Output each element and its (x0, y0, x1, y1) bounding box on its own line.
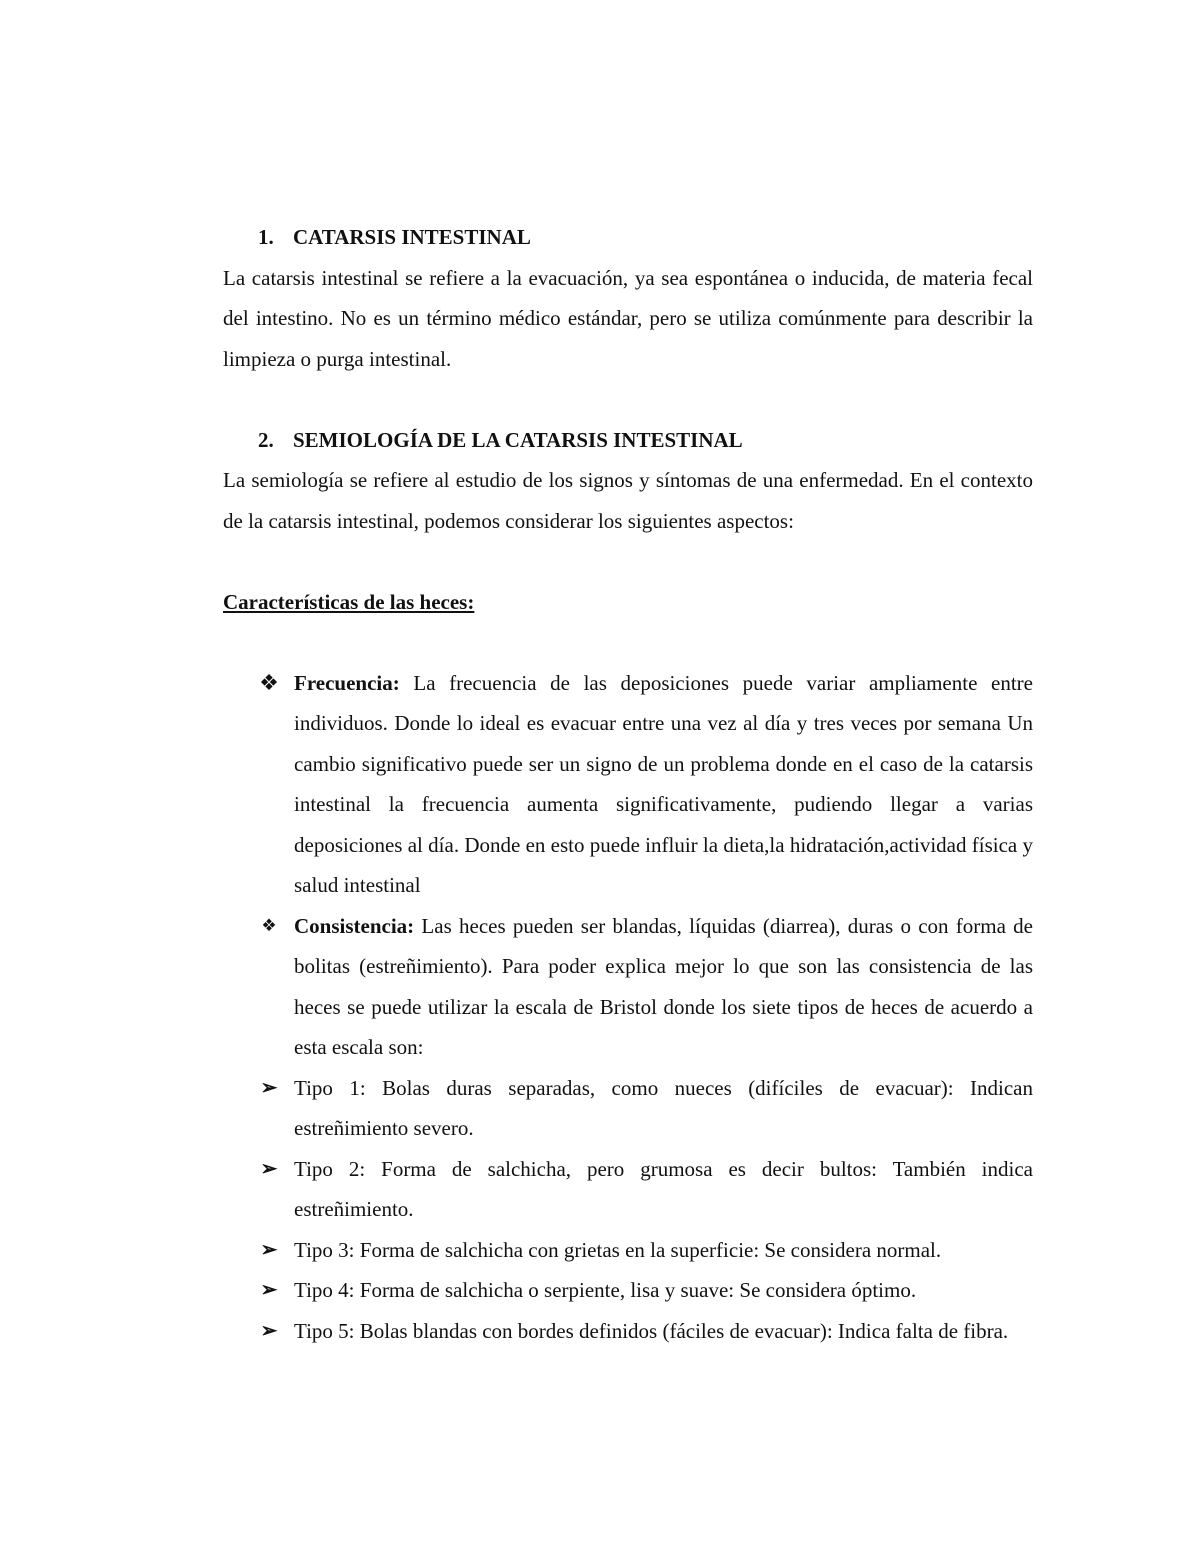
section-2-number: 2. (258, 427, 274, 452)
list-item-tipo-4 (223, 1270, 1033, 1311)
arrow-bullet-icon: ➢ (260, 1076, 278, 1099)
document-body (223, 217, 1033, 1351)
list-item-frecuencia (223, 663, 1033, 906)
list-item-consistencia (223, 906, 1033, 1068)
list-item-tipo-1 (223, 1068, 1033, 1149)
spacer (223, 379, 1033, 420)
item-term: Consistencia: (294, 913, 415, 938)
section-1-heading (223, 217, 1033, 258)
subsection-title: Características de las heces: (223, 589, 475, 614)
arrow-bullet-icon: ➢ (260, 1157, 278, 1180)
item-text: Las heces pueden ser blandas, líquidas (diarrea), duras o con forma de bolitas (estreñimiento). Para poder explica mejor lo que son las consistencia de las heces se puede utilizar la escala de Bristol donde los siete tipos de heces de acuerdo a esta escala son: (294, 913, 1033, 1059)
characteristics-list (223, 663, 1033, 1068)
diamond-bullet-icon: ❖ (259, 669, 279, 695)
list-item-tipo-5 (223, 1311, 1033, 1352)
section-1-number: 1. (258, 225, 274, 249)
section-2-heading (223, 420, 1033, 461)
outlined-diamond-bullet-icon: ❖ (261, 915, 277, 935)
section-1-paragraph: La catarsis intestinal se refiere a la evacuación, ya sea espontánea o inducida, de materia fecal del intestino. No es un término médico estándar, pero se utiliza comúnmente para describir la limpieza o purga intestinal. (223, 265, 1033, 371)
spacer (223, 541, 1033, 582)
item-text: Tipo 4: Forma de salchicha o serpiente, lisa y suave: Se considera óptimo. (294, 1278, 917, 1302)
section-2-paragraph: La semiología se refiere al estudio de los signos y síntomas de una enfermedad. En el contexto de la catarsis intestinal, podemos considerar los siguientes aspectos: (223, 468, 1033, 533)
item-text: Tipo 1: Bolas duras separadas, como nueces (difíciles de evacuar): Indican estreñimiento severo. (294, 1075, 1033, 1140)
item-text: Tipo 2: Forma de salchicha, pero grumosa es decir bultos: También indica estreñimiento. (294, 1156, 1033, 1221)
item-text: La frecuencia de las deposiciones puede variar ampliamente entre individuos. Donde lo ideal es evacuar entre una vez al día y tres veces por semana Un cambio significativo puede ser un signo de un problema donde en el caso de la catarsis intestinal la frecuencia aumenta significativamente, pudiendo llegar a varias deposiciones al día. Donde en esto puede influir la dieta,la hidratación,actividad física y salud intestinal (294, 670, 1033, 897)
list-item-tipo-3 (223, 1230, 1033, 1271)
arrow-bullet-icon: ➢ (260, 1238, 278, 1261)
item-text: Tipo 5: Bolas blandas con bordes definidos (fáciles de evacuar): Indica falta de fibra. (294, 1318, 1009, 1343)
item-text: Tipo 3: Forma de salchicha con grietas en la superficie: Se considera normal. (294, 1237, 942, 1262)
bristol-types-list (223, 1068, 1033, 1352)
item-term: Frecuencia: (294, 670, 400, 695)
spacer (223, 622, 1033, 663)
arrow-bullet-icon: ➢ (260, 1279, 278, 1301)
section-1-title: CATARSIS INTESTINAL (293, 225, 531, 249)
arrow-bullet-icon: ➢ (260, 1319, 278, 1342)
list-item-tipo-2 (223, 1149, 1033, 1230)
section-2-title: SEMIOLOGÍA DE LA CATARSIS INTESTINAL (293, 427, 743, 452)
